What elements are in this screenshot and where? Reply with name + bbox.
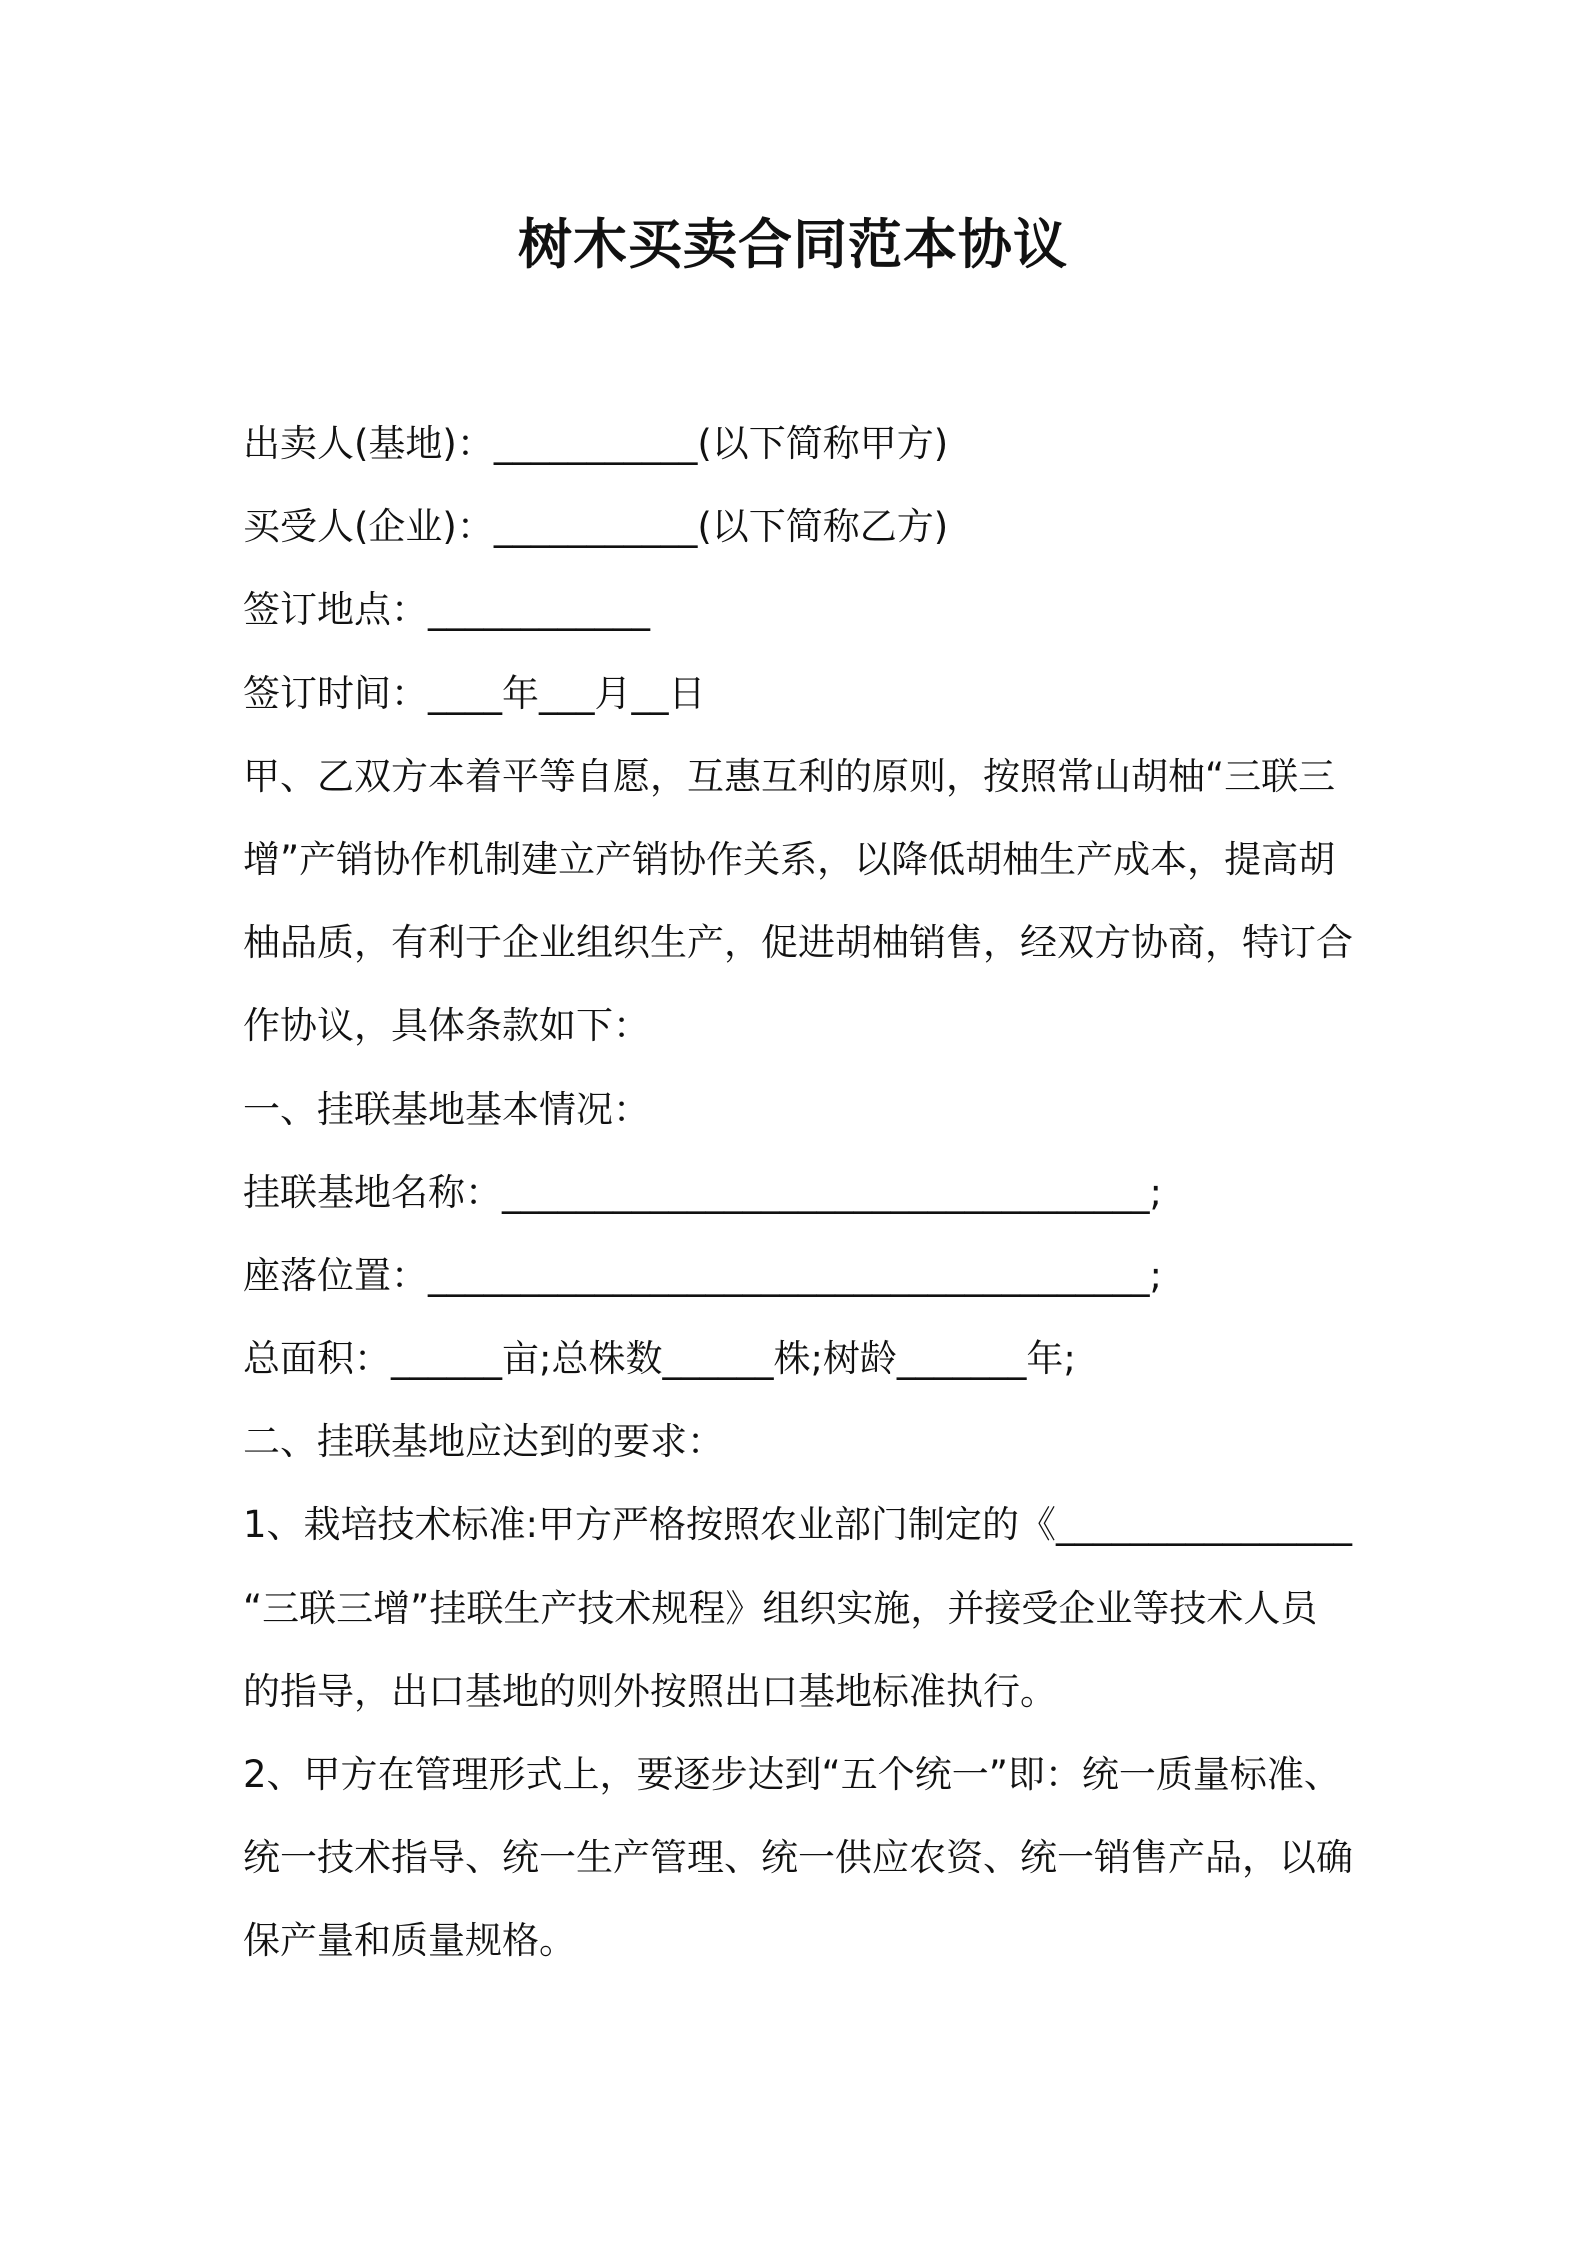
signing-place-line: 签订地点：____________ (243, 588, 650, 632)
area-count-age-line: 总面积：______亩;总株数______株;树龄_______年; (243, 1337, 1076, 1381)
section-2-heading: 二、挂联基地应达到的要求： (243, 1420, 724, 1464)
intro-paragraph-line-3: 柚品质，有利于企业组织生产，促进胡柚销售，经双方协商，特订合 (243, 921, 1353, 965)
buyer-line: 买受人(企业)：___________(以下简称乙方) (243, 505, 949, 549)
clause-2-line-2: 统一技术指导、统一生产管理、统一供应农资、统一销售产品，以确 (243, 1836, 1353, 1880)
signing-date-line: 签订时间：____年___月__日 (243, 671, 706, 715)
section-1-heading: 一、挂联基地基本情况： (243, 1087, 650, 1131)
document-title: 树木买卖合同范本协议 (518, 213, 1068, 276)
intro-paragraph-line-2: 增”产销协作机制建立产销协作关系，以降低胡柚生产成本，提高胡 (243, 837, 1336, 881)
clause-2-line-1: 2、甲方在管理形式上，要逐步达到“五个统一”即：统一质量标准、 (243, 1753, 1341, 1796)
clause-1-line-2: “三联三增”挂联生产技术规程》组织实施，并接受企业等技术人员 (243, 1586, 1318, 1630)
intro-paragraph-line-4: 作协议，具体条款如下： (243, 1004, 650, 1048)
location-line: 座落位置：_______________________________________; (243, 1253, 1162, 1297)
base-name-line: 挂联基地名称：___________________________________; (243, 1170, 1162, 1214)
contract-body (243, 402, 1373, 1983)
clause-2-line-3: 保产量和质量规格。 (243, 1919, 576, 1963)
clause-1-line-1: 1、栽培技术标准:甲方严格按照农业部门制定的《________________ (243, 1503, 1353, 1547)
intro-paragraph-line-1: 甲、乙双方本着平等自愿，互惠互利的原则，按照常山胡柚“三联三 (243, 754, 1336, 798)
seller-line: 出卖人(基地)：___________(以下简称甲方) (243, 422, 949, 465)
clause-1-line-3: 的指导，出口基地的则外按照出口基地标准执行。 (243, 1669, 1057, 1713)
